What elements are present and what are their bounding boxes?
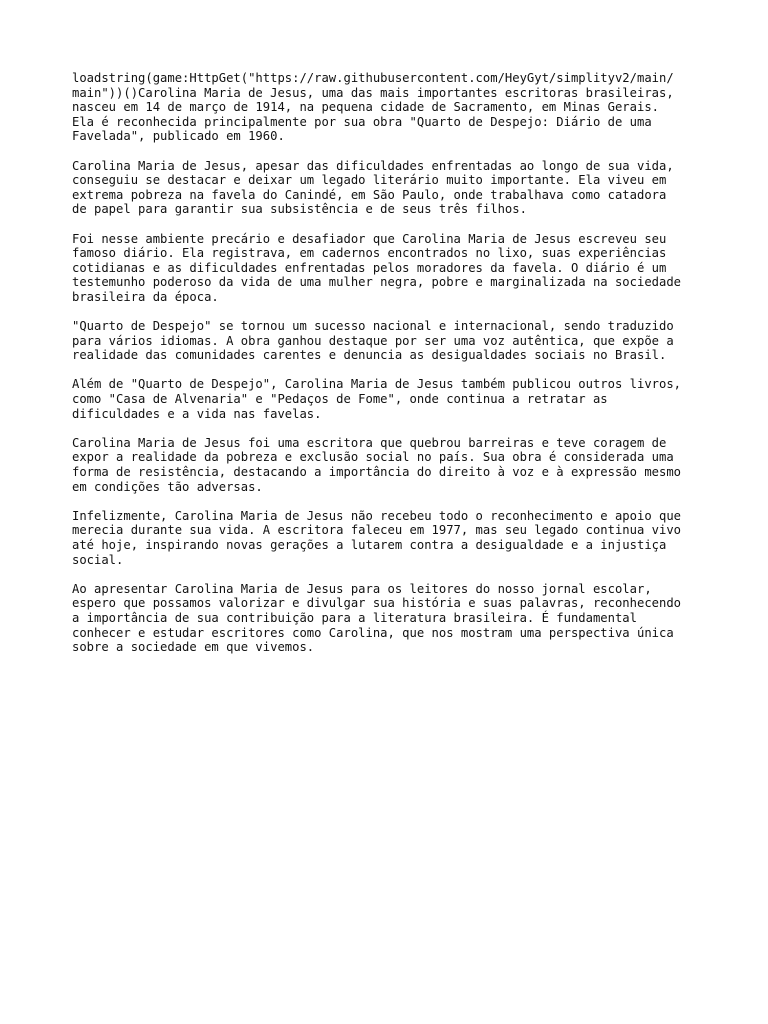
- paragraph-resistance: Carolina Maria de Jesus foi uma escritora que quebrou barreiras e teve coragem de expor a realidade da pobreza e exclusão social no país. Sua obra é considerada uma forma de resistência, destacando a importância do direito à voz e à expressão mesmo em condições tão adversas.: [72, 435, 682, 494]
- paragraph-conclusion: Ao apresentar Carolina Maria de Jesus para os leitores do nosso jornal escolar, espero que possamos valorizar e divulgar sua história e suas palavras, reconhecendo a importância de sua contribuição para a literatura brasileira. É fundamental conhecer e estudar escritores como Carolina, que nos mostram uma perspectiva única sobre a sociedade em que vivemos.: [72, 581, 682, 655]
- paragraph-success: "Quarto de Despejo" se tornou um sucesso nacional e internacional, sendo traduzido para vários idiomas. A obra ganhou destaque por ser uma voz autêntica, que expõe a realidade das comunidades carentes e denuncia as desigualdades sociais no Brasil.: [72, 319, 674, 363]
- paragraph-legacy: Infelizmente, Carolina Maria de Jesus não recebeu todo o reconhecimento e apoio que merecia durante sua vida. A escritora faleceu em 1977, mas seu legado continua vivo até hoje, inspirando novas gerações a lutarem contra a desigualdade e a injustiça social.: [72, 508, 682, 567]
- paragraph-life: Carolina Maria de Jesus, apesar das dificuldades enfrentadas ao longo de sua vida, conseguiu se destacar e deixar um legado literário muito importante. Ela viveu em extrema pobreza na favela do Canindé, em São Paulo, onde trabalhava como catadora de papel para garantir sua subsistência e de seus três filhos.: [72, 158, 674, 217]
- paragraph-diary: Foi nesse ambiente precário e desafiador que Carolina Maria de Jesus escreveu seu famoso diário. Ela registrava, em cadernos encontrados no lixo, suas experiências cotidianas e as dificuldades enfrentadas pelos moradores da favela. O diário é um testemunho poderoso da vida de uma mulher negra, pobre e marginalizada na sociedade brasileira da época.: [72, 231, 682, 304]
- document-body: [72, 71, 702, 669]
- paragraph-other-books: Além de "Quarto de Despejo", Carolina Maria de Jesus também publicou outros livros, como "Casa de Alvenaria" e "Pedaços de Fome", onde continua a retratar as dificuldades e a vida nas favelas.: [72, 377, 682, 421]
- paragraph-intro: loadstring(game:HttpGet("https://raw.githubusercontent.com/HeyGyt/simplityv2/main/ main"))()Carolina Maria de Jesus, uma das mais importantes escritoras brasileiras, nasceu em 14 de março de 1914, na pequena cidade de Sacramento, em Minas Gerais. Ela é reconhecida principalmente por sua obra "Quarto de Despejo: Diário de uma Favelada", publicado em 1960.: [72, 71, 674, 144]
